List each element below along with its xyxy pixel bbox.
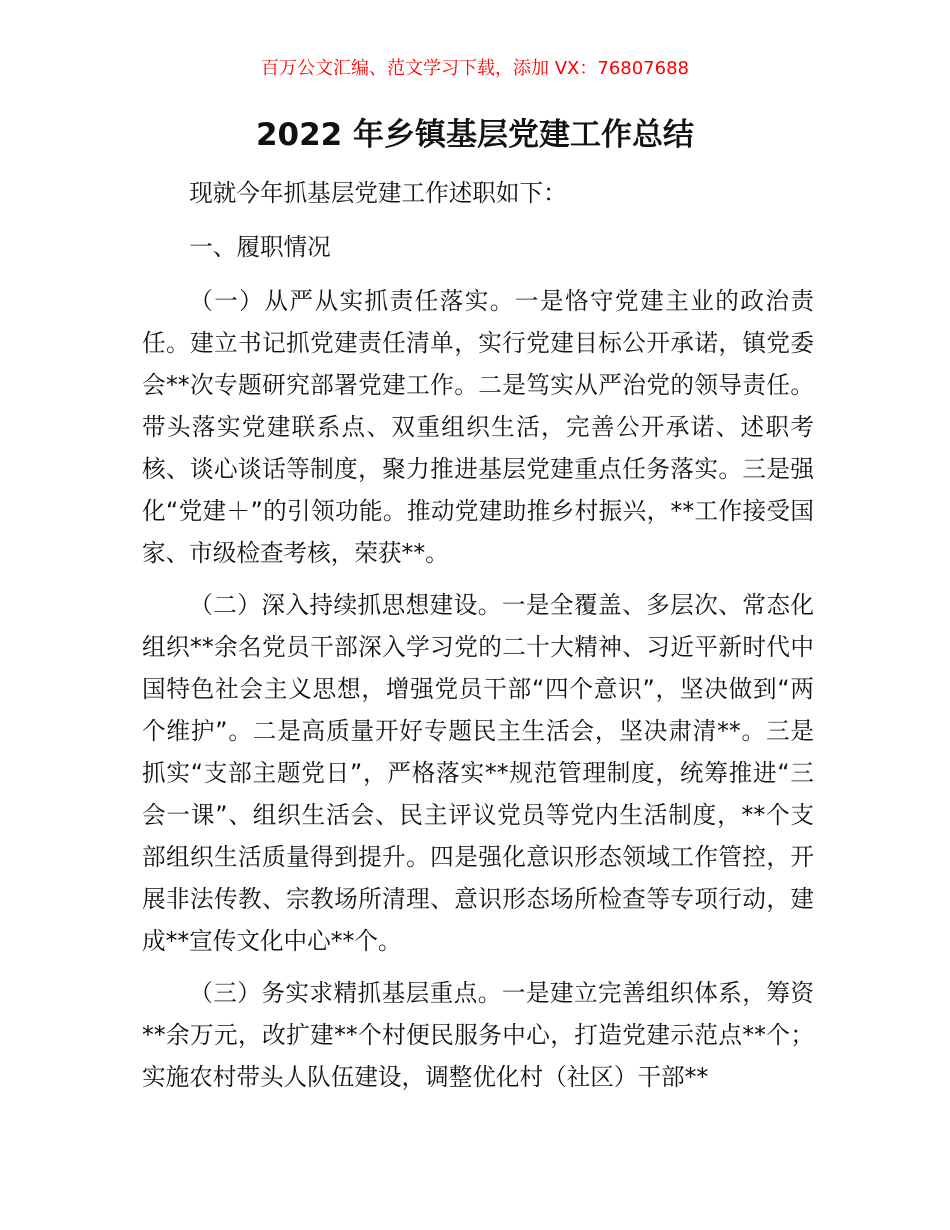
paragraph-responsibility: （一）从严从实抓责任落实。一是恪守党建主业的政治责任。建立书记抓党建责任清单，实行党建目标公开承诺，镇党委会**次专题研究部署党建工作。二是笃实从严治党的领导责任。带头落实党建联系点、双重组织生活，完善公开承诺、述职考核、谈心谈话等制度，聚力推进基层党建重点任务落实。三是强化“党建＋”的引领功能。推动党建助推乡村振兴，**工作接受国家、市级检查考核，荣获**。 bbox=[142, 287, 814, 567]
intro-paragraph: 现就今年抓基层党建工作述职如下： bbox=[189, 179, 567, 207]
paragraph-ideology: （二）深入持续抓思想建设。一是全覆盖、多层次、常态化组织**余名党员干部深入学习党的二十大精神、习近平新时代中国特色社会主义思想，增强党员干部“四个意识”，坚决做到“两个维护”。二是高质量开好专题民主生活会，坚决肃清**。三是抓实“支部主题党日”，严格落实**规范管理制度，统筹推进“三会一课”、组织生活会、民主评议党员等党内生活制度，**个支部组织生活质量得到提升。四是强化意识形态领域工作管控，开展非法传教、宗教场所清理、意识形态场所检查等专项行动，建成**宣传文化中心**个。 bbox=[142, 591, 814, 955]
section-heading: 一、履职情况 bbox=[189, 233, 331, 261]
document-body bbox=[142, 172, 814, 1098]
document-title: 2022 年乡镇基层党建工作总结 bbox=[255, 117, 695, 153]
header-note: 百万公文汇编、范文学习下载，添加 VX：76807688 bbox=[261, 58, 689, 79]
paragraph-grassroots: （三）务实求精抓基层重点。一是建立完善组织体系，筹资**余万元，改扩建**个村便民服务中心，打造党建示范点**个；实施农村带头人队伍建设，调整优化村（社区）干部** bbox=[142, 979, 814, 1091]
